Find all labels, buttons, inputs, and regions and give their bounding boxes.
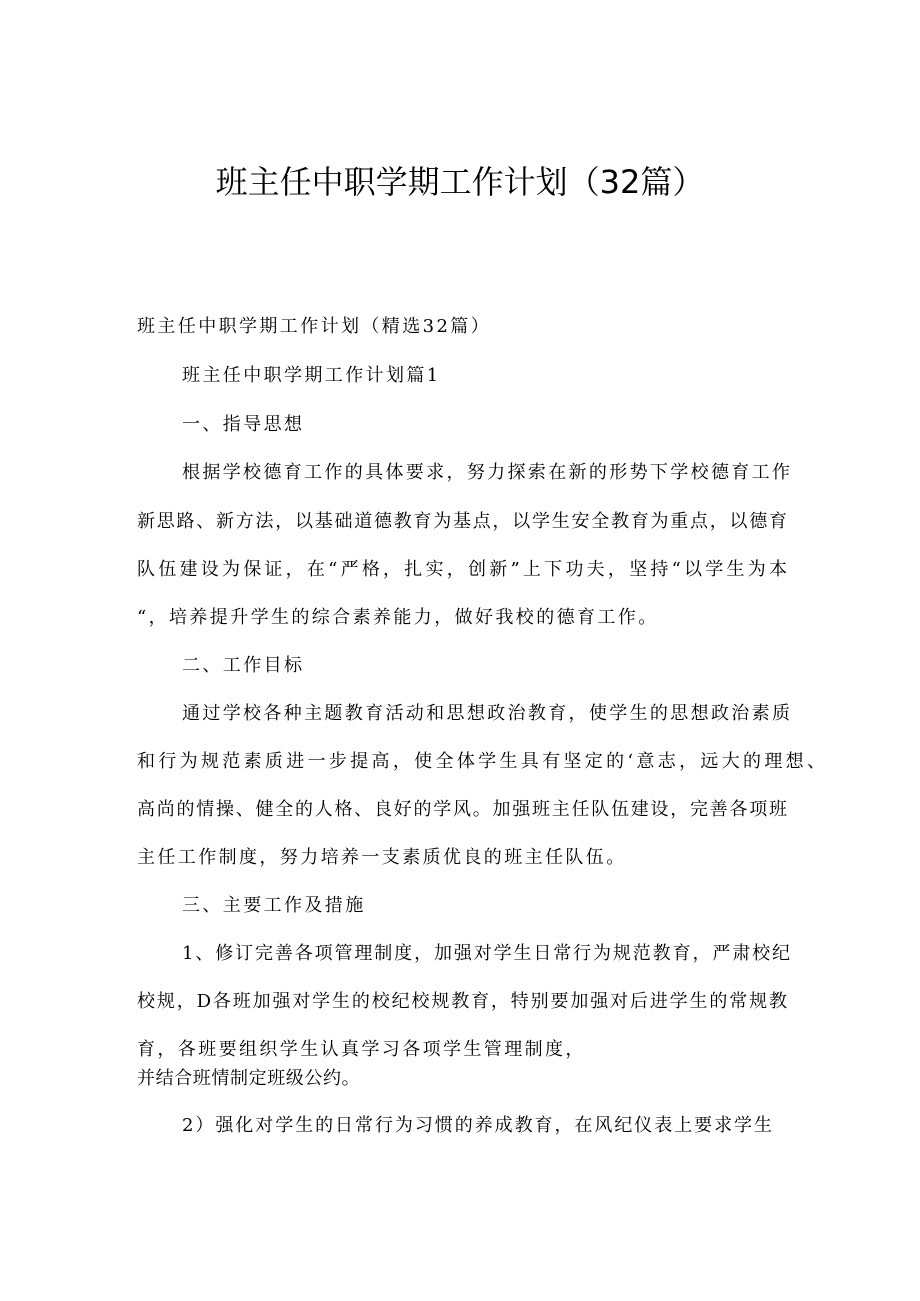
paragraph-line: 根据学校德育工作的具体要求，努力探索在新的形势下学校德育工作 xyxy=(182,462,790,483)
paragraph-line: 通过学校各种主题教育活动和思想政治教育，使学生的思想政治素质 xyxy=(182,703,790,724)
section-heading: 三、主要工作及措施 xyxy=(182,895,366,916)
paragraph-line: 和行为规范素质进一步提高，使全体学生具有坚定的‘意志，远大的理想、 xyxy=(137,751,825,772)
section-heading: 班主任中职学期工作计划篇1 xyxy=(182,365,441,386)
paragraph-line: “，培养提升学生的综合素养能力，做好我校的德育工作。 xyxy=(137,607,659,628)
paragraph-line: 主任工作制度，努力培养一支素质优良的班主任队伍。 xyxy=(137,847,627,868)
document-title: 班主任中职学期工作计划（32篇） xyxy=(215,163,705,201)
paragraph-line: 队伍建设为保证，在“严格，扎实，创新”上下功夫，坚持“以学生为本 xyxy=(137,559,787,580)
paragraph-line: 1、修订完善各项管理制度，加强对学生日常行为规范教育，严肃校纪 xyxy=(182,943,790,964)
paragraph-line: 并结合班情制定班级公约。 xyxy=(137,1068,361,1089)
section-heading: 二、工作目标 xyxy=(182,655,305,676)
paragraph-line: 育，各班要组织学生认真学习各项学生管理制度， xyxy=(137,1039,586,1060)
paragraph-line: 高尚的情操、健全的人格、良好的学风。加强班主任队伍建设，完善各项班 xyxy=(137,799,787,820)
paragraph-line: 2）强化对学生的日常行为习惯的养成教育，在风纪仪表上要求学生 xyxy=(182,1115,772,1136)
section-heading: 一、指导思想 xyxy=(182,414,305,435)
subtitle-line: 班主任中职学期工作计划（精选32篇） xyxy=(137,316,492,337)
paragraph-line: 校规，D各班加强对学生的校纪校规教育，特别要加强对后进学生的常规教 xyxy=(137,991,787,1012)
paragraph-line: 新思路、新方法，以基础道德教育为基点，以学生安全教育为重点，以德育 xyxy=(137,511,787,532)
